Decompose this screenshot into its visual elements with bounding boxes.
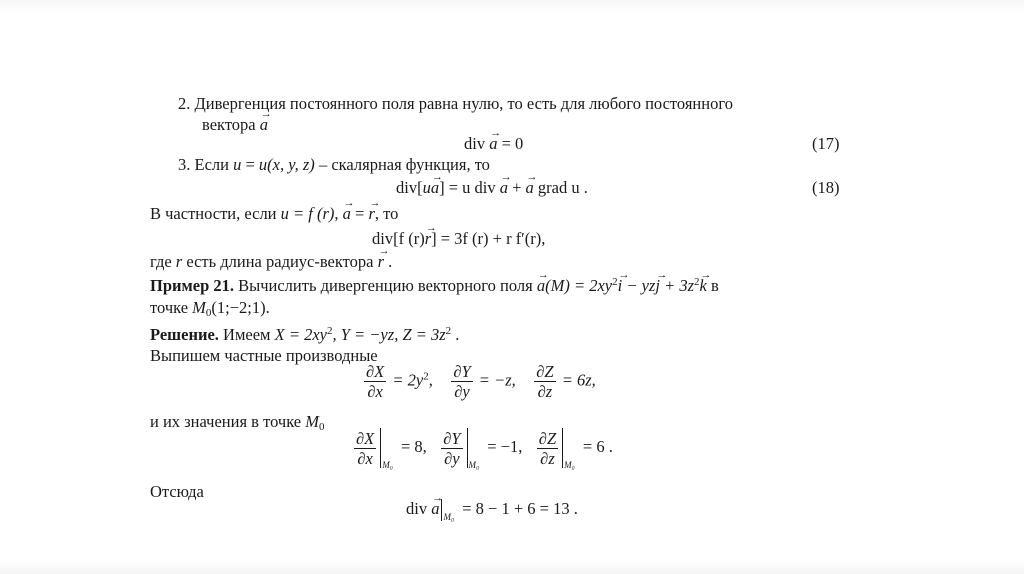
vector-a: → a (431, 178, 439, 198)
exponent-2: 2 (326, 325, 333, 337)
vector-a: → a (260, 115, 268, 135)
dX-at-M0: = 8, (396, 436, 427, 456)
plus: + (507, 178, 526, 197)
field-lhs: (M) = 2xy (545, 276, 613, 295)
var-u: u (422, 178, 431, 197)
vector-r: → r (378, 252, 384, 272)
div-f-r: div[f (r) (372, 229, 425, 248)
component-Y: , Y = −yz (332, 325, 395, 344)
vector-r: → r (425, 229, 431, 249)
dZ-value: = 6z, (557, 370, 596, 390)
formula-div-fr-rest: ] = 3f (r) + r f′(r), (431, 229, 546, 248)
item3-line (178, 155, 490, 175)
vector-r: → r (368, 204, 374, 224)
values-formula (352, 428, 613, 468)
fraction-dY-dy (451, 362, 472, 401)
conclusion-word (150, 482, 204, 502)
vector-a: → a (343, 204, 351, 224)
item2-line2 (202, 115, 268, 135)
fraction-dZ-dz (537, 429, 558, 468)
fraction-dZ-dz (534, 362, 555, 401)
solution-line (150, 325, 459, 345)
particular-line (150, 204, 398, 224)
dY-value: = −z, (474, 370, 516, 390)
where-prefix: где (150, 252, 176, 271)
partials-intro-text: Выпишем частные производные (150, 346, 378, 365)
separator: , (428, 370, 433, 390)
exponent-2: 2 (445, 325, 452, 337)
fraction-denominator: ∂x (357, 448, 373, 468)
exponent-2: 2 (612, 276, 618, 288)
particular-suffix: , то (374, 204, 399, 223)
fraction-dX-dx (354, 429, 376, 468)
fraction-denominator: ∂y (454, 382, 470, 401)
where-end: . (384, 252, 393, 271)
evaluation-bar (467, 428, 468, 468)
solution-end: . (451, 325, 460, 344)
equation-number-17-text: (17) (812, 134, 840, 153)
fraction-numerator: ∂X (366, 362, 385, 381)
eval-point-M0: M₀ (382, 459, 393, 470)
item3-args: (x, y, z) (267, 155, 315, 174)
u-equals-f-r: u = f (r) (280, 204, 335, 223)
solution-text: Имеем (218, 325, 275, 344)
unit-vector-k: → k (700, 276, 707, 296)
vector-a: → a (526, 178, 534, 198)
item2-line2-text: вектора (202, 115, 260, 134)
example-line1 (150, 276, 719, 296)
point-coords: (1;−2;1). (211, 298, 270, 317)
dZ-at-M0: = 6 . (578, 436, 613, 456)
component-X: X = 2xy (274, 325, 327, 344)
example-line2 (150, 298, 270, 318)
unit-vector-j: → j (655, 276, 660, 296)
fraction-denominator: ∂z (540, 448, 555, 468)
exponent-2: 2 (423, 370, 429, 383)
fraction-numerator: ∂Y (443, 428, 461, 448)
conclusion-word-text: Отсюда (150, 482, 204, 501)
fraction-dY-dy (441, 429, 462, 468)
fraction-numerator: ∂Z (536, 362, 554, 381)
var-r: r (175, 252, 183, 271)
eval-point-M0: M₀ (468, 459, 480, 470)
fraction-numerator: ∂Y (453, 362, 471, 381)
exponent-2: 2 (694, 276, 700, 288)
item3-suffix: – скалярная функция, то (314, 155, 490, 174)
equation-number-17 (812, 134, 840, 154)
field-plus: + 3z (659, 276, 695, 295)
div-operator: div (406, 499, 432, 518)
where-text: есть длина радиус-вектора (182, 252, 378, 271)
item2-line1-text: 2. Дивергенция постоянного поля равна нулю, то есть для любого постоянного (178, 94, 733, 113)
fraction-denominator: ∂z (537, 382, 553, 401)
dY-at-M0: = −1, (483, 436, 523, 456)
where-line (150, 252, 392, 272)
formula-18-mid: ] = u div (439, 178, 500, 197)
formula-17 (464, 134, 523, 154)
partials-intro (150, 346, 378, 366)
item3-prefix: 3. Если (178, 155, 234, 174)
separator: , (334, 204, 343, 223)
equals: = (350, 204, 369, 223)
example-title: Пример 21. (150, 276, 235, 295)
fraction-numerator: ∂Z (538, 428, 557, 448)
final-formula (406, 499, 578, 521)
vector-a: → a (431, 499, 439, 519)
div-bracket: div[ (396, 178, 423, 197)
field-mid: − yz (622, 276, 656, 295)
fraction-denominator: ∂x (367, 382, 383, 401)
vector-a: → a (537, 276, 545, 296)
formula-17-rest: = 0 (497, 134, 524, 153)
point-M: M (192, 298, 206, 317)
vector-a: → a (500, 178, 508, 198)
point-subscript: 0 (205, 307, 212, 319)
formula-18 (396, 178, 588, 198)
var-u: u (233, 155, 242, 174)
solution-title: Решение. (150, 325, 219, 344)
item3-eq: = (241, 155, 259, 174)
fraction-numerator: ∂X (356, 428, 375, 448)
values-intro (150, 412, 325, 432)
point-M: M (305, 412, 320, 431)
eval-point-M0: M₀ (443, 512, 455, 522)
equation-number-18 (812, 178, 840, 198)
example-text: Вычислить дивергенцию векторного поля (234, 276, 537, 295)
vector-a: → a (489, 134, 497, 154)
fraction-denominator: ∂y (444, 448, 460, 468)
evaluation-bar (562, 428, 563, 468)
grad-u: grad u . (533, 178, 588, 197)
final-result: = 8 − 1 + 6 = 13 . (458, 499, 578, 518)
point-subscript: 0 (319, 421, 325, 433)
component-Z: , Z = 3z (394, 325, 446, 344)
div-operator: div (464, 134, 490, 153)
unit-vector-i: → i (618, 276, 623, 296)
partials-formula (362, 362, 596, 401)
field-end: в (706, 276, 719, 295)
values-intro-text: и их значения в точке (150, 412, 306, 431)
dX-value: = 2y (388, 370, 424, 390)
example-point-label: точке (150, 298, 193, 317)
fraction-dX-dx (364, 362, 386, 401)
equation-number-18-text: (18) (812, 178, 840, 197)
eval-point-M0: M₀ (564, 459, 575, 470)
particular-prefix: В частности, если (150, 204, 281, 223)
var-u-fn: u (258, 155, 268, 174)
formula-div-fr (372, 229, 545, 249)
